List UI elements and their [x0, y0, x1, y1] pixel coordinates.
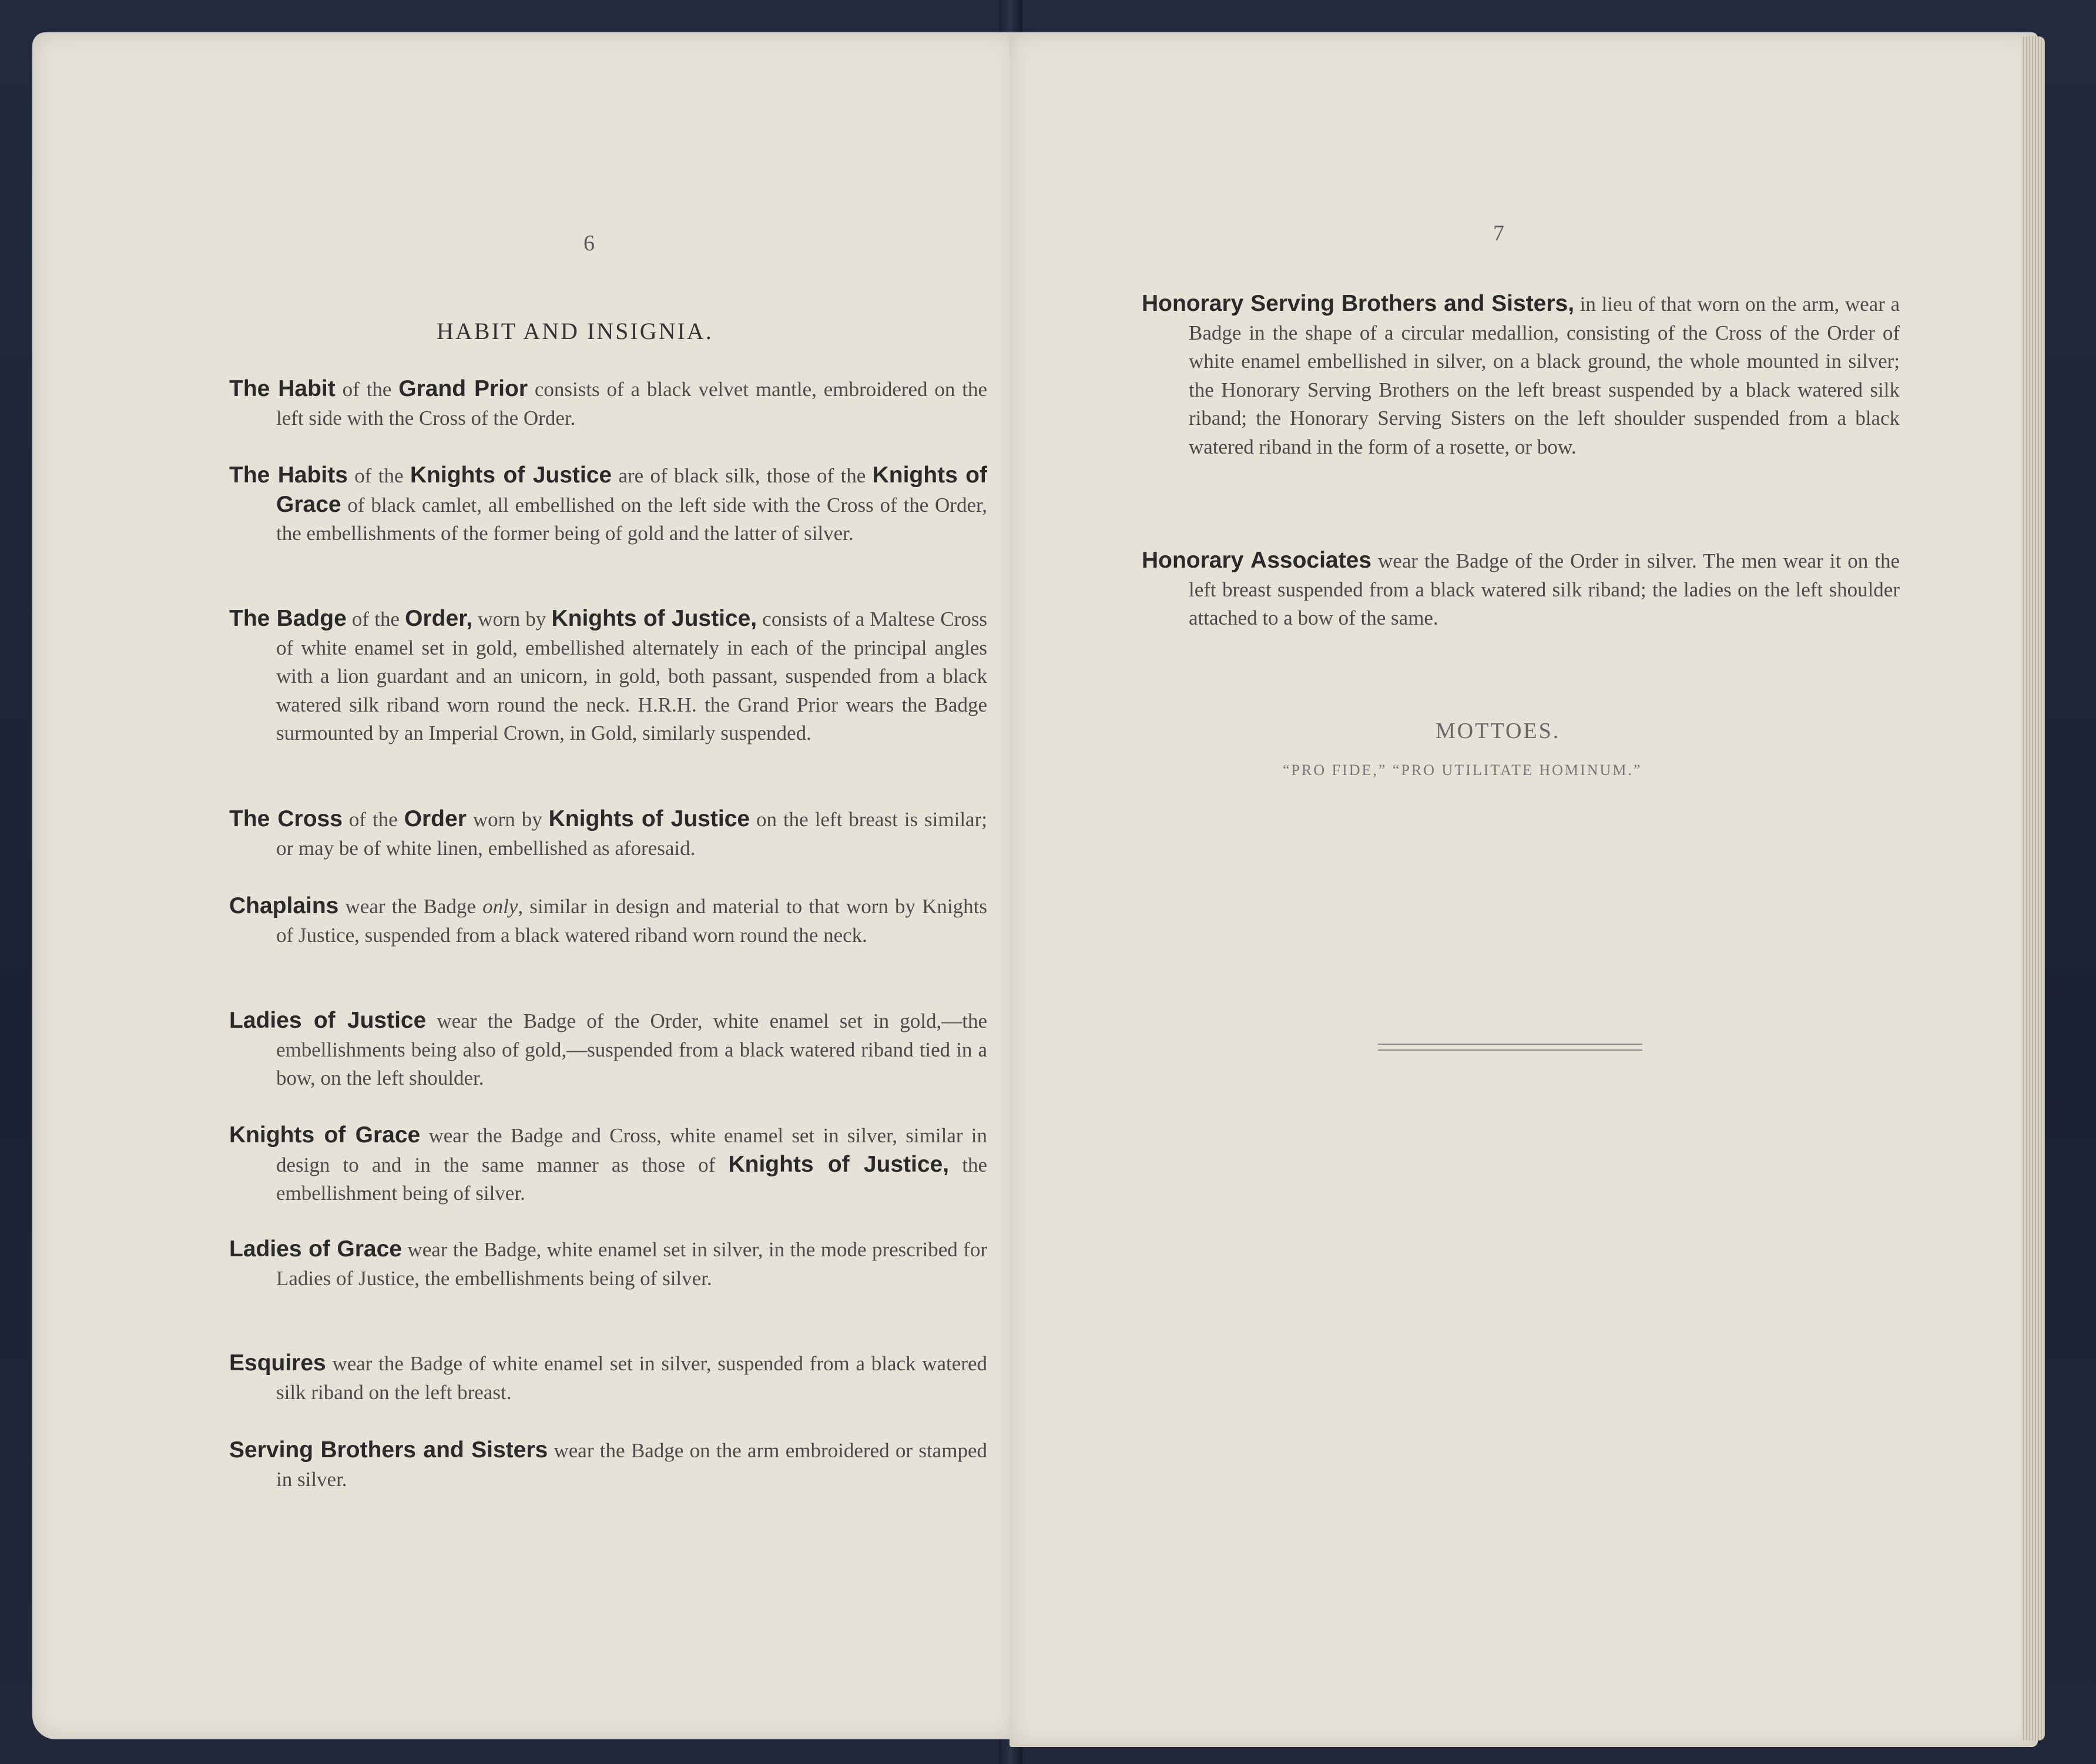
paragraph-chaplains: Chaplains wear the Badge only, similar in design and material to that worn by Knights of Justice, suspended from a black watered riband worn round the neck. — [229, 893, 987, 947]
section-heading: HABIT AND INSIGNIA. — [437, 318, 713, 344]
bold-term: Knights of Grace — [276, 462, 987, 517]
lead-term: Honorary Serving Brothers and Sisters, — [1142, 291, 1575, 316]
right-page-number: 7 — [1493, 221, 1504, 246]
mottoes-text: “PRO FIDE,” “PRO UTILITATE HOMINUM.” — [1283, 762, 1642, 779]
mottoes-heading: MOTTOES. — [1436, 719, 1561, 743]
paragraph-habits: The Habits of the Knights of Justice are of black silk, those of the Knights of Grace of black camlet, all embellished on the left side with the Cross of the Order, the embellishments of the former being of gold and the latter of silver. — [229, 462, 987, 545]
bold-term: Order, — [405, 606, 473, 631]
paragraph-cross: The Cross of the Order worn by Knights of Justice on the left breast is similar; or may be of white linen, embellished as aforesaid. — [229, 806, 987, 860]
lead-term: Serving Brothers and Sisters — [229, 1437, 548, 1463]
lead-term: The Cross — [229, 806, 343, 831]
lead-term: Chaplains — [229, 893, 339, 918]
paragraph-honorary-serving: Honorary Serving Brothers and Sisters, in lieu of that worn on the arm, wear a Badge in the shape of a circular medallion, consisting of the Cross of the Order of white enamel embellished in silver, on a black ground, the whole mounted in silver; the Honorary Serving Brothers on the left breast suspended by a black watered silk riband; the Honorary Serving Sisters on the left shoulder suspended from a black watered riband in the form of a rosette, or bow. — [1142, 291, 1900, 458]
page-edges — [2021, 36, 2045, 1740]
lead-term: The Badge — [229, 606, 347, 631]
left-page-number: 6 — [583, 231, 595, 256]
lead-term: Ladies of Grace — [229, 1236, 402, 1262]
bold-term: Knights of Justice — [548, 806, 750, 831]
paragraph-ladies-of-justice: Ladies of Justice wear the Badge of the Order, white enamel set in gold,—the embellishments being also of gold,—suspended from a black watered riband tied in a bow, on the left shoulder. — [229, 1008, 988, 1089]
bold-term: Grand Prior — [398, 376, 528, 401]
paragraph-serving-brothers: Serving Brothers and Sisters wear the Badge on the arm embroidered or stamped in silver. — [229, 1437, 987, 1491]
lead-term: Honorary Associates — [1142, 548, 1371, 573]
bold-term: Knights of Justice — [410, 462, 612, 488]
paragraph-esquires: Esquires wear the Badge of white enamel set in silver, suspended from a black watered silk riband on the left breast. — [229, 1350, 987, 1404]
paragraph-knights-of-grace: Knights of Grace wear the Badge and Cross, white enamel set in silver, similar in design to and in the same manner as those of Knights of Justice, the embellishment being of silver. — [229, 1122, 987, 1205]
paragraph-badge: The Badge of the Order, worn by Knights of Justice, consists of a Maltese Cross of white enamel set in gold, embellished alternately in each of the principal angles with a lion guardant and an unicorn, in gold, both passant, suspended from a black watered silk riband worn round the neck. H.R.H. the Grand Prior wears the Badge surmounted by an Imperial Crown, in Gold, similarly suspended. — [229, 606, 988, 744]
paragraph-honorary-associates: Honorary Associates wear the Badge of the Order in silver. The men wear it on the left breast suspended from a black watered silk riband; the ladies on the left shoulder attached to a bow of the same. — [1142, 548, 1900, 629]
lead-term: Ladies of Justice — [229, 1008, 427, 1033]
bold-term: Order — [404, 806, 467, 831]
bold-term: Knights of Justice, — [551, 606, 757, 631]
lead-term: The Habits — [229, 462, 348, 488]
double-rule-divider — [1378, 1044, 1642, 1051]
paragraph-ladies-of-grace: Ladies of Grace wear the Badge, white enamel set in silver, in the mode prescribed for Ladies of Justice, the embellishments being of silver. — [229, 1236, 987, 1290]
italic-term: only — [482, 895, 518, 918]
lead-term: Esquires — [229, 1350, 326, 1376]
lead-term: Knights of Grace — [229, 1122, 421, 1148]
lead-term: The Habit — [229, 376, 336, 401]
bold-term: Knights of Justice, — [728, 1151, 950, 1177]
paragraph-habit: The Habit of the Grand Prior consists of a black velvet mantle, embroidered on the left side with the Cross of the Order. — [229, 376, 987, 430]
